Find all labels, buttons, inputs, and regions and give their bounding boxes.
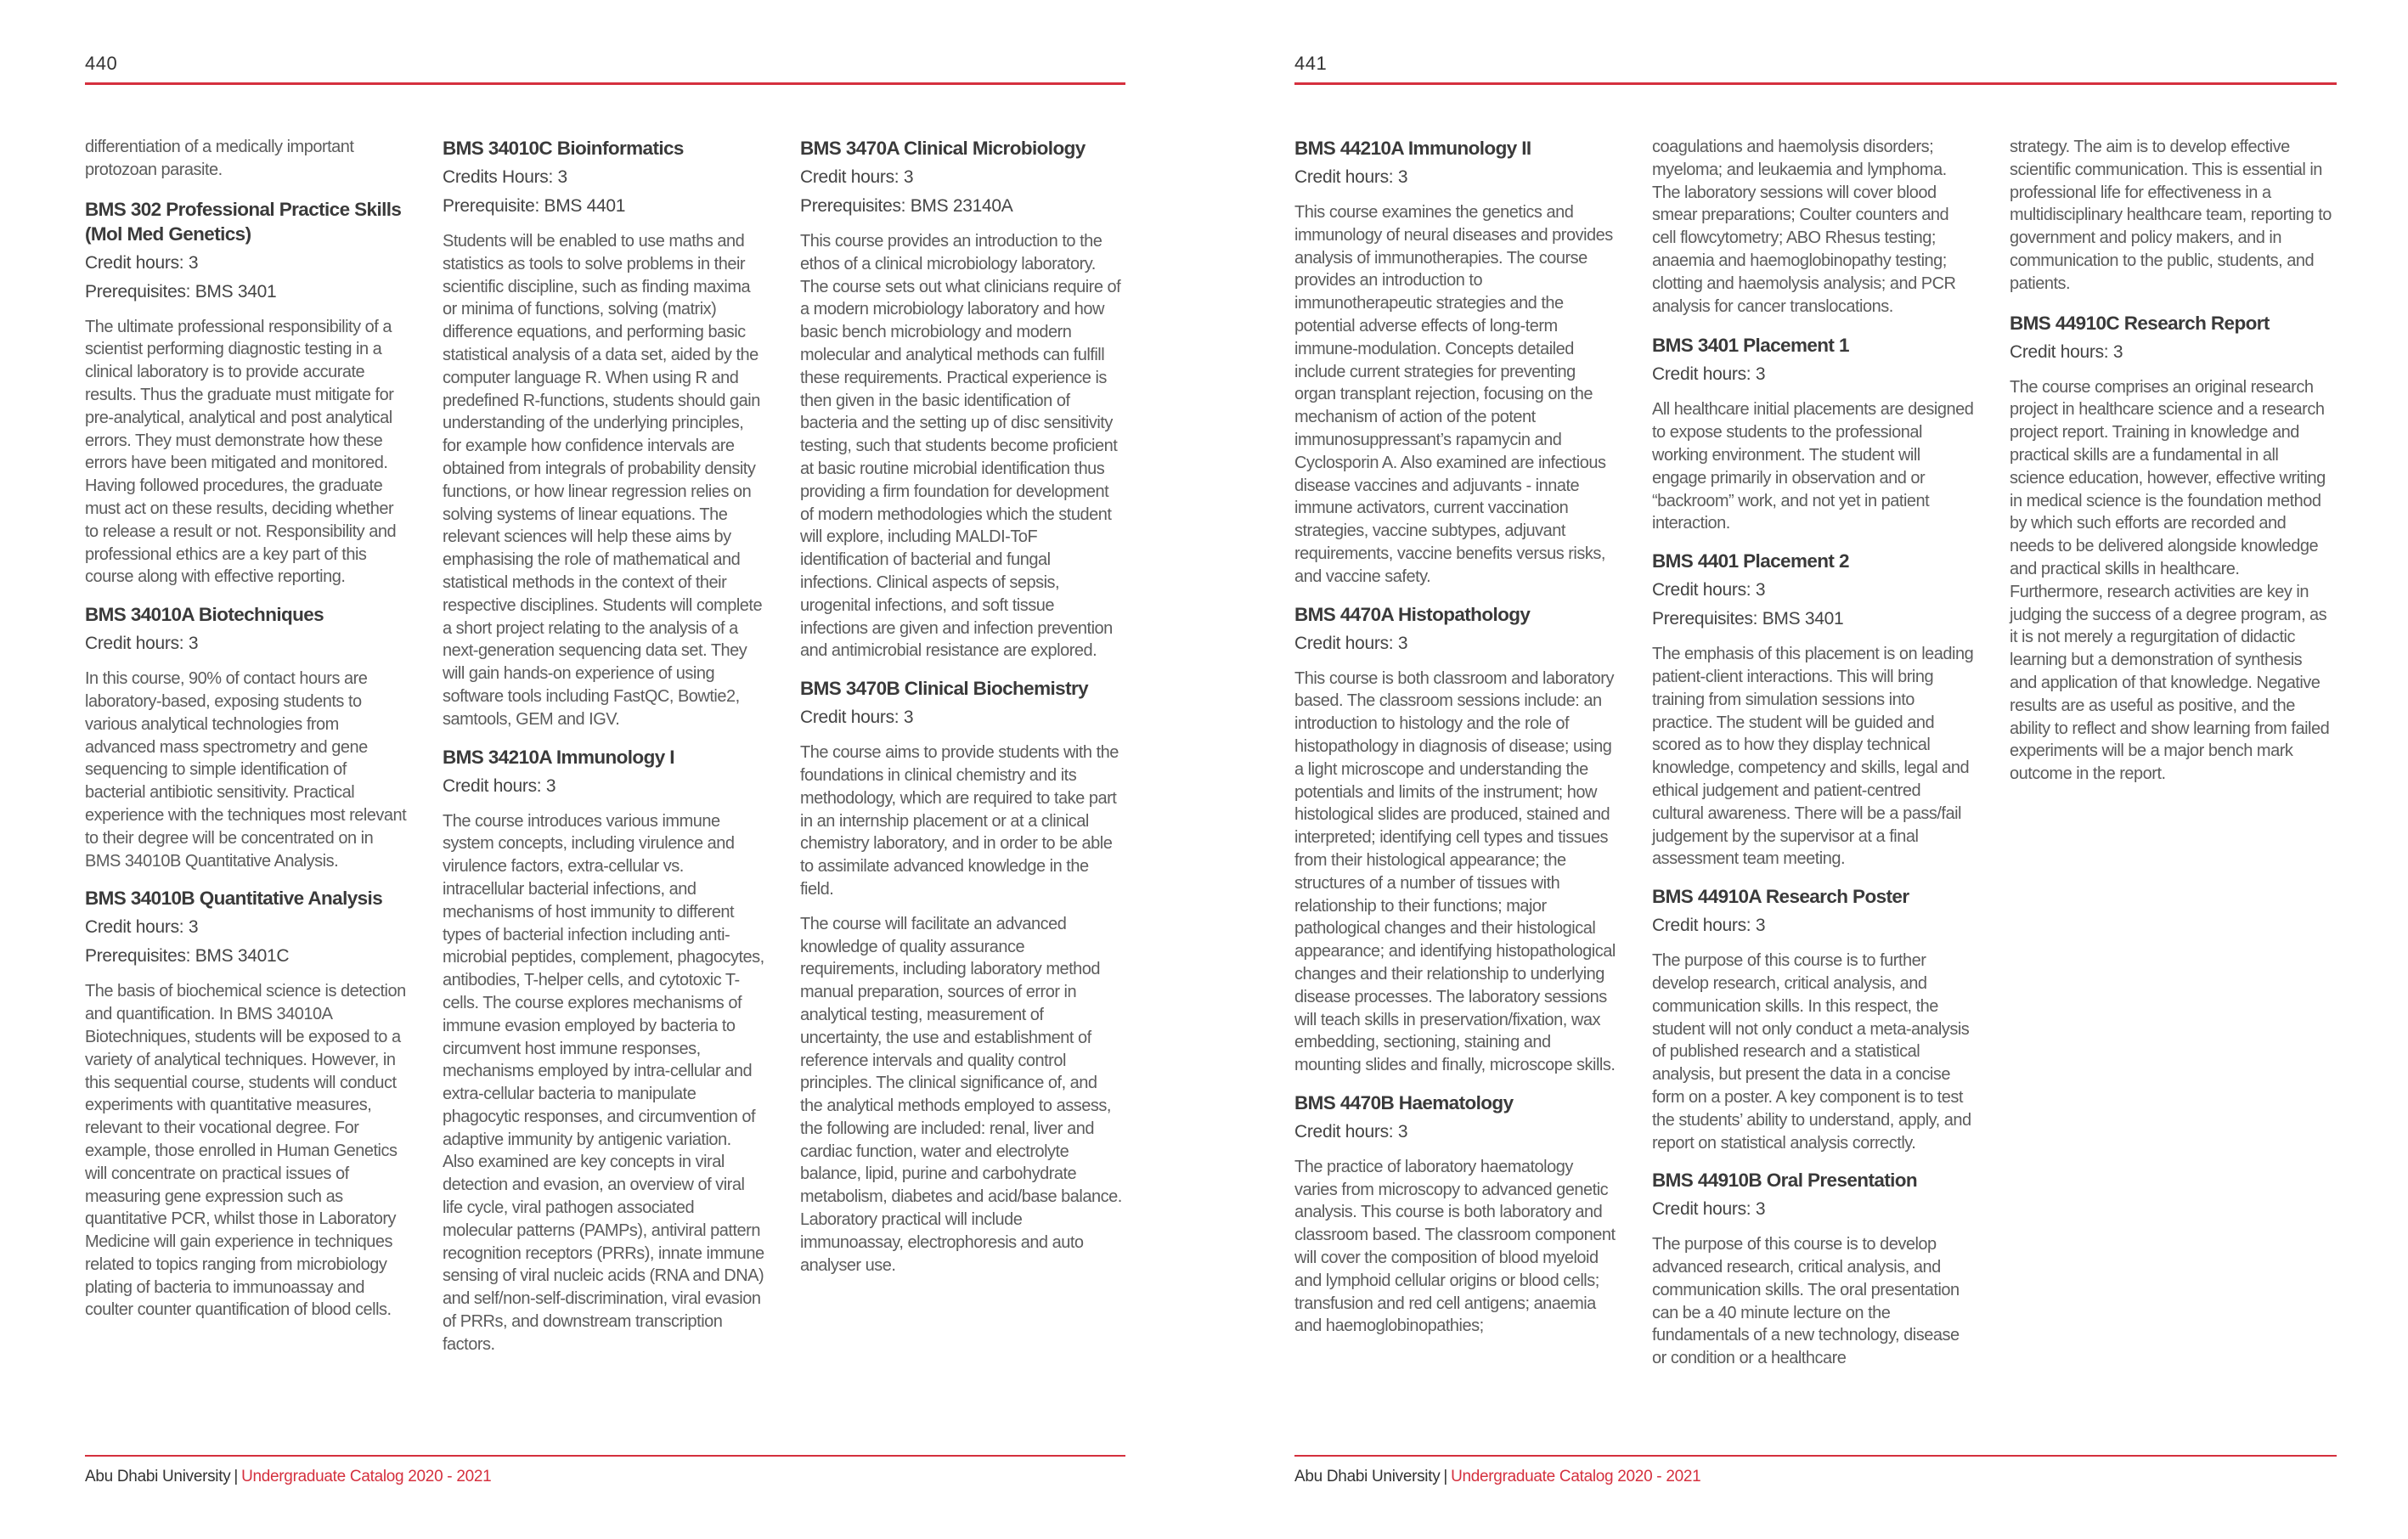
- course-description: The purpose of this course is to further develop research, critical analysis, and communication skills. In this respect, the student will not only conduct a meta-analysis of published research and a statistical analysis, but present the data in a concise form on a poster. A key component is to test the students’ ability to understand, apply, and report on statistical analysis correctly.: [1652, 951, 1971, 1153]
- credit-hours: Credit hours: 3: [800, 707, 914, 728]
- footer-separator: |: [1443, 1468, 1448, 1485]
- course-title: BMS 44910B Oral Presentation: [1652, 1170, 1918, 1192]
- course-description: In this course, 90% of contact hours are laboratory-based, exposing students to various analytical technologies from advanced mass spectrometry and gene sequencing to simple identification of bacterial antibiotic sensitivity. Practical experience with the techniques most relevant to their degree will be concentrated on in BMS 34010B Quantitative Analysis.: [85, 669, 407, 871]
- footer-separator: |: [234, 1468, 239, 1485]
- column: [1294, 136, 1617, 1351]
- course-description: The practice of laboratory haematology varies from microscopy to advanced genetic analysis. This course is both laboratory and classroom based. The classroom component will cover the composition of blood myeloid and lymphoid cellular origins or blood cells; transfusion and red cell antigens; anaemia and haemoglobinopathies;: [1294, 1157, 1616, 1336]
- course-description: The basis of biochemical science is detection and quantification. In BMS 34010A Biotechniques, students will be exposed to a variety of analytical techniques. However, in this sequential course, students will conduct experiments with quantitative measures, relevant to their vocational degree. For example, those enrolled in Human Genetics will concentrate on practical issues of measuring gene expression such as quantitative PCR, whilst those in Laboratory Medicine will gain experience in techniques related to topics ranging from microbiology plating of bacteria to immunoassay and coulter counter quantification of blood cells.: [85, 982, 406, 1320]
- course-title: BMS 4470B Haematology: [1294, 1091, 1514, 1113]
- course-entry: [1652, 333, 1975, 535]
- footer-title: Undergraduate Catalog 2020 - 2021: [1451, 1468, 1701, 1485]
- course-description: All healthcare initial placements are designed to expose students to the professional working environment. The student will engage primarily in observation and or “backroom” work, and not yet in patient interaction.: [1652, 400, 1974, 533]
- prerequisites: Prerequisites: BMS 3401: [85, 281, 277, 302]
- footer-rule: [1294, 1455, 2337, 1457]
- credit-hours: Credit hours: 3: [443, 775, 556, 796]
- course-entry: [1652, 1168, 1975, 1370]
- course-description: The course introduces various immune system concepts, including virulence and virulence factors, extra-cellular vs. intracellular bacterial infections, and mechanisms of host immunity to different types of bacterial infection including anti-microbial peptides, complement, phagocytes, antibodies, T-helper cells, and cytotoxic T-cells. The course explores mechanisms of immune evasion employed by bacteria to circumvent host immune responses, mechanisms employed by intra-cellular and extra-cellular bacteria to manipulate phagocytic responses, and circumvention of adaptive immunity by antigenic variation. Also examined are key concepts in viral detection and evasion, an overview of viral life cycle, viral pathogen associated molecular patterns (PAMPs), antiviral pattern recognition receptors (PRRs), innate immune sensing of viral nucleic acids (RNA and DNA) and self/non-self-discrimination, viral evasion of PRRs, and downstream transcription factors.: [443, 811, 764, 1354]
- course-entry: [443, 136, 765, 731]
- course-entry: [1294, 602, 1617, 1077]
- course-title: BMS 44210A Immunology II: [1294, 138, 1531, 159]
- credit-hours: Credit hours: 3: [85, 917, 199, 938]
- prerequisites: Prerequisites: BMS 23140A: [800, 196, 1013, 216]
- course-entry: [1652, 549, 1975, 871]
- column: [85, 136, 408, 1335]
- course-entry: [800, 676, 1123, 1277]
- credit-hours: Credit hours: 3: [2010, 341, 2123, 362]
- course-description: Students will be enabled to use maths and statistics as tools to solve problems in their scientific discipline, such as finding maxima or minima of functions, solving (matrix) difference equations, and performing basic statistical analysis of a data set, aided by the computer language R. When using R and predefined R-functions, students should gain understanding of the underlying principles, for example how confidence intervals are obtained from integrals of probability density functions, or how linear regression relies on solving systems of linear equations. The relevant sciences will help these aims by emphasising the role of mathematical and statistical methods in the context of their respective disciplines. Students will complete a short project relating to the analysis of a next-generation sequencing data set. They will gain hands-on experience of using software tools including FastQC, Bowtie2, samtools, GEM and IGV.: [443, 232, 763, 729]
- footer: [1294, 1468, 1700, 1486]
- credit-hours: Credit hours: 3: [1294, 1121, 1408, 1142]
- credit-hours: Credit hours: 3: [1652, 580, 1766, 600]
- course-title: BMS 34210A Immunology I: [443, 746, 674, 768]
- course-description: This course examines the genetics and immunology of neural diseases and provides analysis of immunotherapies. The course provides an introduction to immunotherapeutic strategies and the potential adverse effects of long-term immune-modulation. Concepts detailed include current strategies for preventing organ transplant rejection, focusing on the mechanism of action of the potent immunosuppressant’s rapamycin and Cyclosporin A. Also examined are infectious disease vaccines and adjuvants - innate immune activators, current vaccination strategies, vaccine subtypes, adjuvant requirements, vaccine benefits versus risks, and vaccine safety.: [1294, 203, 1613, 586]
- course-entry: [85, 197, 408, 589]
- footer-title: Undergraduate Catalog 2020 - 2021: [241, 1468, 492, 1485]
- footer-rule: [85, 1455, 1125, 1457]
- credit-hours: Credit hours: 3: [1652, 364, 1766, 385]
- prerequisites: Prerequisites: BMS 3401: [1652, 609, 1844, 629]
- course-description: This course provides an introduction to the ethos of a clinical microbiology laboratory. The course sets out what clinicians require of a modern microbiology laboratory and how basic bench microbiology and modern molecular and analytical methods can fulfill these requirements. Practical experience is then given in the basic identification of bacteria and the setting up of disc sensitivity testing, such that students become proficient at basic routine microbial identification thus providing a firm foundation for development of modern methodologies which the student will explore, including MALDI-ToF identification of bacterial and fungal infections. Clinical aspects of sepsis, urogenital infections, and soft tissue infections are given and infection prevention and antimicrobial resistance are explored.: [800, 232, 1121, 661]
- credit-hours: Credits Hours: 3: [443, 167, 567, 187]
- course-title: BMS 3401 Placement 1: [1652, 335, 1849, 357]
- course-entry: [85, 886, 408, 1322]
- page-number: 441: [1294, 53, 1328, 74]
- course-title: BMS 34010B Quantitative Analysis: [85, 888, 383, 910]
- course-description: The purpose of this course is to develop advanced research, critical analysis, and communication skills. The oral presentation can be a 40 minute lecture on the fundamentals of a new technology, disease or condition or a healthcare: [1652, 1235, 1960, 1368]
- course-entry: [1652, 884, 1975, 1154]
- prerequisites: Prerequisite: BMS 4401: [443, 196, 626, 216]
- course-entry: [1294, 1091, 1617, 1338]
- course-title: BMS 4470A Histopathology: [1294, 603, 1531, 625]
- left-page: [0, 0, 1189, 1539]
- credit-hours: Credit hours: 3: [85, 252, 199, 273]
- credit-hours: Credit hours: 3: [1294, 633, 1408, 653]
- header-rule: [1294, 82, 2337, 85]
- course-description: The course aims to provide students with the foundations in clinical chemistry and its methodology, which are required to take part in an internship placement or at a clinical chemistry laboratory, and in order to be able to assimilate advanced knowledge in the field.: [800, 743, 1119, 899]
- continued-text: strategy. The aim is to develop effective scientific communication. This is essential in professional life for effectiveness in a multidisciplinary healthcare team, reporting to government and policy makers, and in communication to the public, students, and patients.: [2010, 138, 2332, 293]
- credit-hours: Credit hours: 3: [85, 634, 199, 654]
- course-description: The course comprises an original research project in healthcare science and a research project report. Training in knowledge and practical skills are a fundamental in all science education, however, effective writing in medical science is the foundation method by which such efforts are recorded and needs to be delivered alongside knowledge and practical skills in healthcare. Furthermore, research activities are key in judging the success of a degree program, as it is not merely a regurgitation of didactic learning but a demonstration of synthesis and application of that knowledge. Negative results are as useful as positive, and the ability to reflect and show learning from failed experiments will be a major bench mark outcome in the report.: [2010, 377, 2330, 784]
- course-title: BMS 3470B Clinical Biochemistry: [800, 678, 1089, 700]
- right-page: [1206, 0, 2408, 1539]
- footer-org: Abu Dhabi University: [85, 1468, 231, 1485]
- course-description: The emphasis of this placement is on leading patient-client interactions. This will bring training from simulation sessions into practice. The student will be guided and scored as to how they display technical knowledge, competency and skills, legal and ethical judgement and patient-centred cultural awareness. There will be a pass/fail judgement by the supervisor at a final assessment team meeting.: [1652, 645, 1974, 869]
- credit-hours: Credit hours: 3: [800, 167, 914, 187]
- course-description: The ultimate professional responsibility of a scientist performing diagnostic testing in a clinical laboratory is to provide accurate results. Thus the graduate must mitigate for pre-analytical, analytical and post analytical errors. They must demonstrate how these errors have been mitigated and monitored. Having followed procedures, the graduate must act on these results, deciding whether to release a result or not. Responsibility and professional ethics are a key part of this course along with effective reporting.: [85, 317, 397, 587]
- header-rule: [85, 82, 1125, 85]
- credit-hours: Credit hours: 3: [1652, 1199, 1766, 1220]
- column: [2010, 136, 2332, 799]
- prerequisites: Prerequisites: BMS 3401C: [85, 946, 290, 967]
- course-title: BMS 44910A Research Poster: [1652, 886, 1909, 908]
- footer-org: Abu Dhabi University: [1294, 1468, 1441, 1485]
- course-title: BMS 34010C Bioinformatics: [443, 138, 684, 159]
- course-entry: [443, 745, 765, 1356]
- course-title: BMS 3470A Clinical Microbiology: [800, 138, 1086, 159]
- column: [1652, 136, 1975, 1384]
- course-description: The course will facilitate an advanced knowledge of quality assurance requirements, including laboratory method manual preparation, sources of error in analytical testing, measurement of uncertainty, the use and establishment of reference intervals and quality control principles. The clinical significance of, and the analytical methods employed to assess, the following are included: renal, liver and cardiac function, water and electrolyte balance, lipid, purine and carbohydrate metabolism, diabetes and acid/base balance. Laboratory practical will include immunoassay, electrophoresis and auto analyser use.: [800, 914, 1122, 1275]
- page-number: 440: [85, 53, 118, 74]
- course-entry: [2010, 311, 2332, 786]
- course-title: BMS 34010A Biotechniques: [85, 604, 324, 626]
- course-description: This course is both classroom and laboratory based. The classroom sessions include: an introduction to histology and the role of histopathology in diagnosis of disease; using a light microscope and understanding the potentials and limits of the instrument; how histological slides are produced, stained and interpreted; identifying cell types and tissues from their histological appearance; the structures of a number of tissues with relationship to their functions; major pathological changes and their histological appearance; and identifying histopathological changes and their relationship to underlying disease processes. The laboratory sessions will teach skills in preservation/fixation, wax embedding, sectioning, staining and mounting slides and finally, microscope skills.: [1294, 668, 1616, 1075]
- column: [443, 136, 765, 1370]
- course-title: BMS 4401 Placement 2: [1652, 550, 1849, 572]
- continued-text: coagulations and haemolysis disorders; myeloma; and leukaemia and lymphoma. The laboratory sessions will cover blood smear preparations; Coulter counters and cell flowcytometry; ABO Rhesus testing; anaemia and haemoglobinopathy testing; clotting and haemolysis analysis; and PCR analysis for cancer translocations.: [1652, 138, 1956, 316]
- column: [800, 136, 1123, 1290]
- credit-hours: Credit hours: 3: [1652, 916, 1766, 936]
- course-entry: [800, 136, 1123, 662]
- course-entry: [85, 602, 408, 872]
- course-title: BMS 302 Professional Practice Skills (Mol Med Genetics): [85, 198, 402, 245]
- course-title: BMS 44910C Research Report: [2010, 312, 2270, 334]
- footer: [85, 1468, 491, 1486]
- continued-text: differentiation of a medically important protozoan parasite.: [85, 138, 354, 179]
- course-entry: [1294, 136, 1617, 589]
- credit-hours: Credit hours: 3: [1294, 167, 1408, 187]
